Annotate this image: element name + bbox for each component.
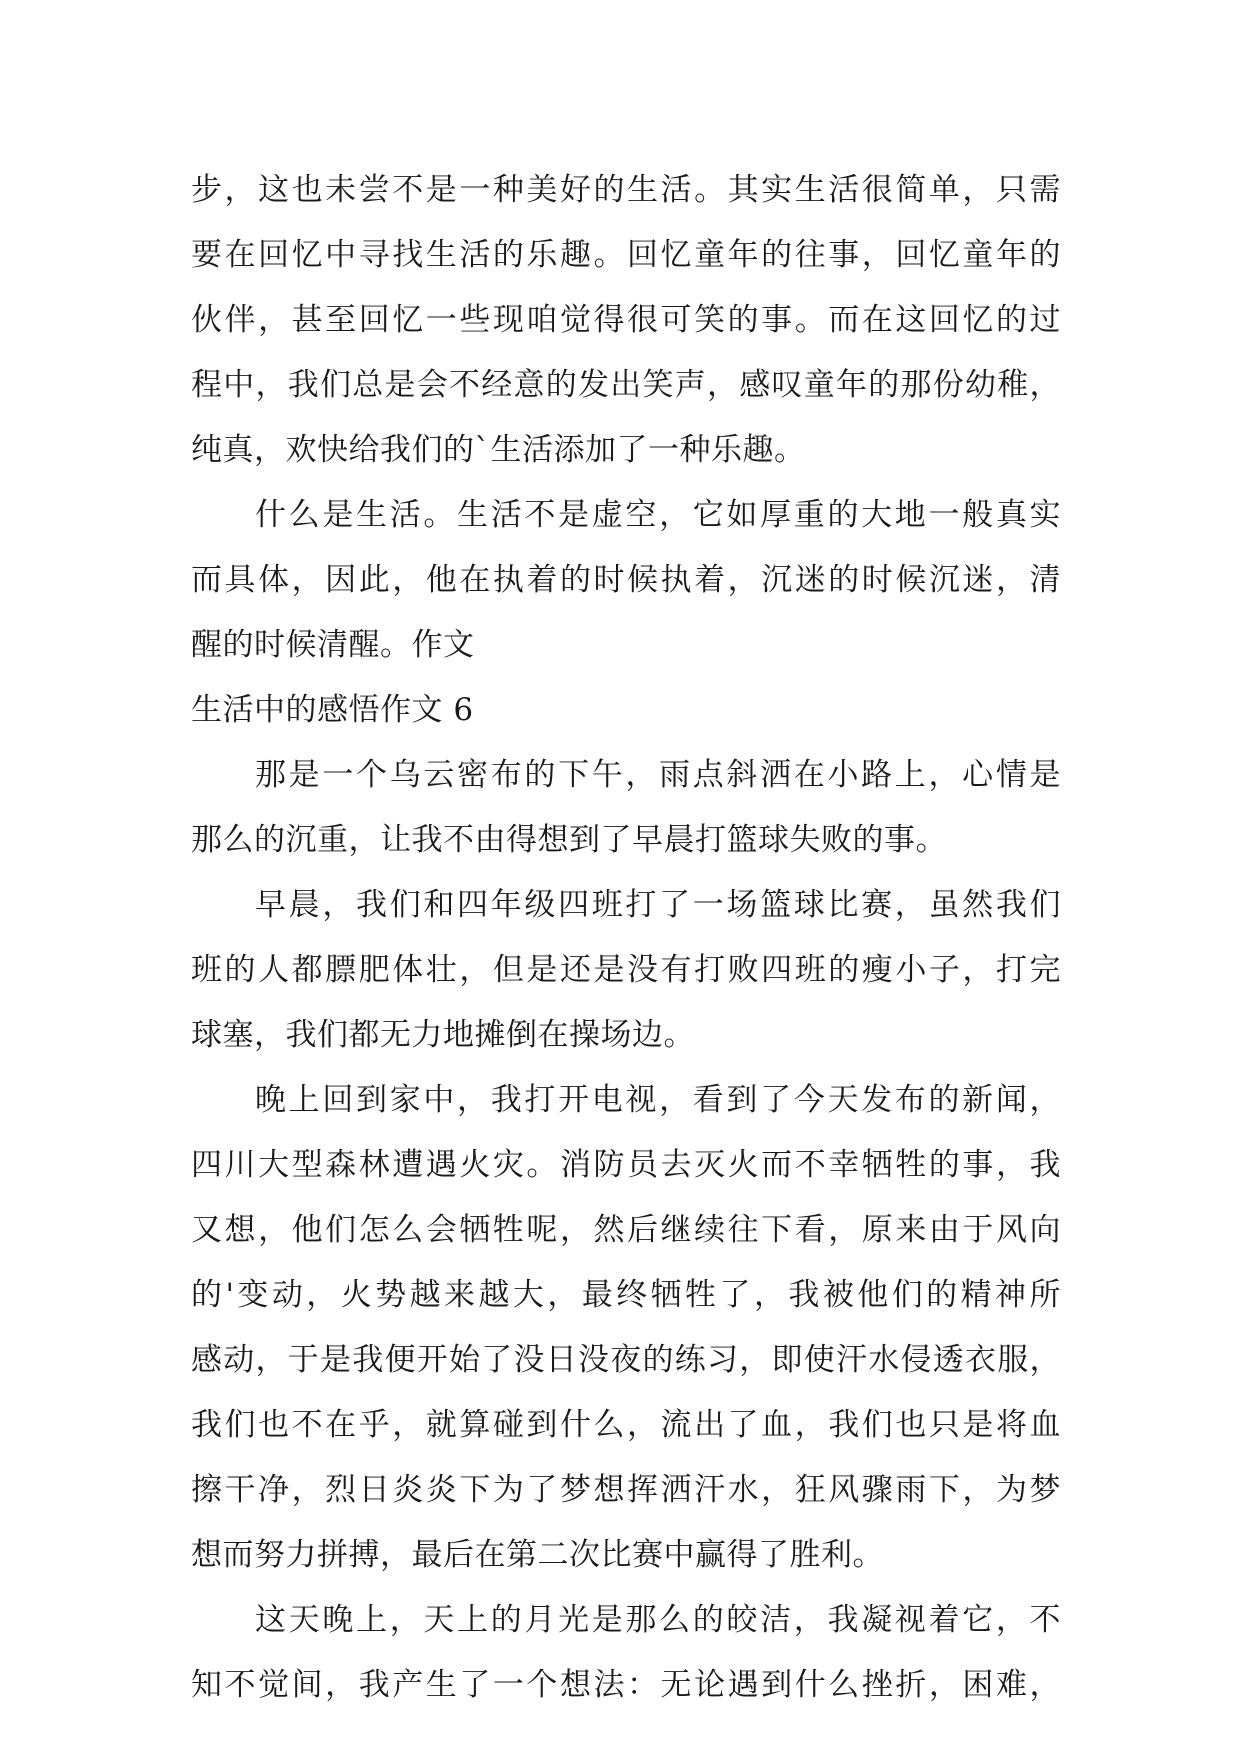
text-line: 感动，于是我便开始了没日没夜的练习，即使汗水侵透衣服， — [191, 1342, 1061, 1378]
body-text — [191, 158, 1061, 1718]
text-line: 球塞，我们都无力地摊倒在操场边。 — [191, 1017, 695, 1053]
text-line: 知不觉间，我产生了一个想法：无论遇到什么挫折，困难， — [191, 1667, 1061, 1703]
text-line: 的'变动，火势越来越大，最终牺牲了，我被他们的精神所 — [191, 1277, 1061, 1313]
text-line: 这天晚上，天上的月光是那么的皎洁，我凝视着它，不 — [255, 1602, 1061, 1638]
text-line: 步，这也未尝不是一种美好的生活。其实生活很简单，只需 — [191, 172, 1061, 208]
text-line: 我们也不在乎，就算碰到什么，流出了血，我们也只是将血 — [191, 1407, 1061, 1443]
text-line: 想而努力拼搏，最后在第二次比赛中赢得了胜利。 — [191, 1537, 884, 1573]
text-line: 而具体，因此，他在执着的时候执着，沉迷的时候沉迷，清 — [191, 562, 1061, 598]
text-line: 程中，我们总是会不经意的发出笑声，感叹童年的那份幼稚， — [191, 367, 1061, 403]
text-line: 又想，他们怎么会牺牲呢，然后继续往下看，原来由于风向 — [191, 1212, 1061, 1248]
text-line: 醒的时候清醒。作文 — [191, 627, 475, 663]
section-heading: 生活中的感悟作文 6 — [191, 692, 474, 728]
text-line: 那是一个乌云密布的下午，雨点斜洒在小路上，心情是 — [255, 757, 1061, 793]
text-line: 擦干净，烈日炎炎下为了梦想挥洒汗水，狂风骤雨下，为梦 — [191, 1472, 1061, 1508]
text-line: 伙伴，甚至回忆一些现咱觉得很可笑的事。而在这回忆的过 — [191, 302, 1061, 338]
text-line: 班的人都膘肥体壮，但是还是没有打败四班的瘦小子，打完 — [191, 952, 1061, 988]
text-line: 早晨，我们和四年级四班打了一场篮球比赛，虽然我们 — [255, 887, 1061, 923]
text-line: 要在回忆中寻找生活的乐趣。回忆童年的往事，回忆童年的 — [191, 237, 1061, 273]
text-line: 那么的沉重，让我不由得想到了早晨打篮球失败的事。 — [191, 822, 947, 858]
text-line: 什么是生活。生活不是虚空，它如厚重的大地一般真实 — [255, 497, 1061, 533]
text-line: 四川大型森林遭遇火灾。消防员去灭火而不幸牺牲的事，我 — [191, 1147, 1061, 1183]
text-line: 纯真，欢快给我们的`生活添加了一种乐趣。 — [191, 432, 806, 468]
text-line: 晚上回到家中，我打开电视，看到了今天发布的新闻， — [255, 1082, 1061, 1118]
